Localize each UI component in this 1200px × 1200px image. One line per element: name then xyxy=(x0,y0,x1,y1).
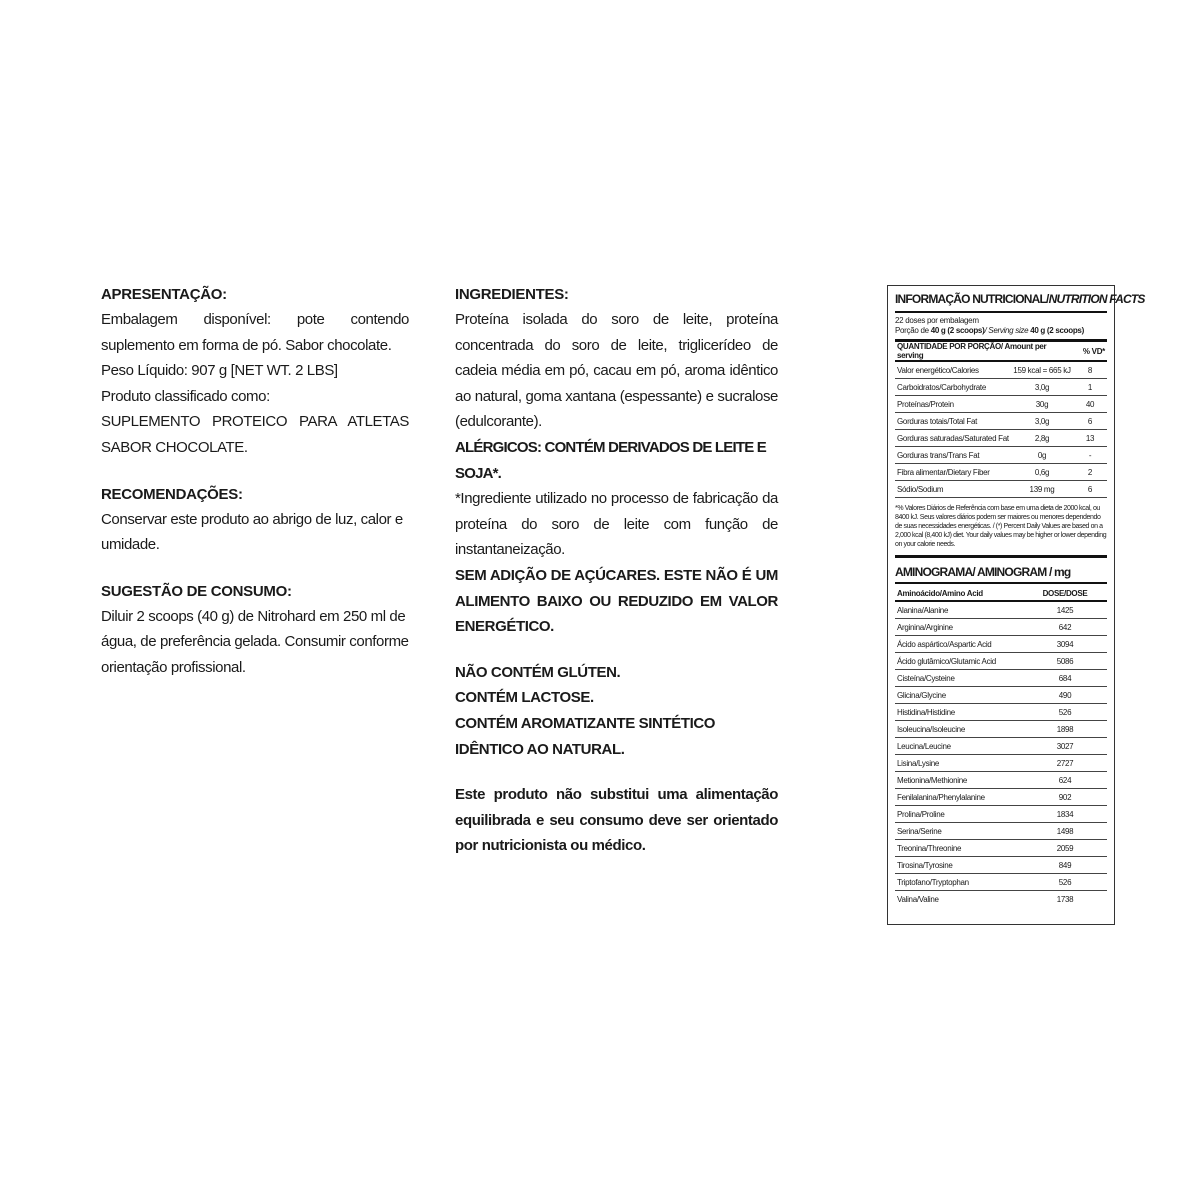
apresentacao-categoria: SUPLEMENTO PROTEICO PARA ATLETAS SABOR CHOCOLATE. xyxy=(101,413,409,456)
amino-name: Leucina/Leucine xyxy=(895,738,1023,755)
amino-dose: 849 xyxy=(1023,857,1107,874)
table-row xyxy=(895,874,1107,891)
header-vd: % VD* xyxy=(1073,341,1107,362)
amino-dose: 490 xyxy=(1023,687,1107,704)
middle-column xyxy=(455,283,778,859)
table-row xyxy=(895,379,1107,396)
amino-name: Tirosina/Tyrosine xyxy=(895,857,1023,874)
sem-acucar-text: SEM ADIÇÃO DE AÇÚCARES. ESTE NÃO É UM ALIMENTO BAIXO OU REDUZIDO EM VALOR ENERGÉTICO. xyxy=(455,566,778,636)
nutrient-label: Valor energético/Calories xyxy=(895,361,1011,379)
nutrition-title xyxy=(895,290,1145,313)
amino-dose: 1834 xyxy=(1023,806,1107,823)
amino-name: Fenilalanina/Phenylalanine xyxy=(895,789,1023,806)
amino-dose: 624 xyxy=(1023,772,1107,789)
table-row xyxy=(895,601,1107,619)
nutrient-label: Gorduras saturadas/Saturated Fat xyxy=(895,430,1011,447)
nutrient-label: Gorduras trans/Trans Fat xyxy=(895,447,1011,464)
table-row xyxy=(895,755,1107,772)
aminogram-table xyxy=(895,586,1107,907)
amino-name: Lisina/Lysine xyxy=(895,755,1023,772)
nutrition-panel xyxy=(887,285,1145,925)
amino-dose: 3027 xyxy=(1023,738,1107,755)
amino-dose: 526 xyxy=(1023,874,1107,891)
table-row xyxy=(895,464,1107,481)
nutrition-header-row xyxy=(895,341,1107,362)
recomendacoes-title: RECOMENDAÇÕES: xyxy=(101,485,243,503)
apresentacao-peso: Peso Líquido: 907 g [NET WT. 2 LBS] xyxy=(101,362,338,380)
aviso-lactose: CONTÉM LACTOSE. xyxy=(455,689,594,707)
table-row xyxy=(895,396,1107,413)
amino-dose: 526 xyxy=(1023,704,1107,721)
table-row xyxy=(895,789,1107,806)
table-row xyxy=(895,823,1107,840)
nutrient-value: 159 kcal = 665 kJ xyxy=(1011,361,1073,379)
header-qty: QUANTIDADE POR PORÇÃO/ Amount per serving xyxy=(895,341,1073,362)
nutrient-label: Proteínas/Protein xyxy=(895,396,1011,413)
table-row xyxy=(895,447,1107,464)
table-row xyxy=(895,857,1107,874)
amino-dose: 5086 xyxy=(1023,653,1107,670)
nutrient-label: Carboidratos/Carbohydrate xyxy=(895,379,1011,396)
amino-dose: 902 xyxy=(1023,789,1107,806)
aviso-gluten: NÃO CONTÉM GLÚTEN. xyxy=(455,663,621,681)
nutrient-value: 3,0g xyxy=(1011,379,1073,396)
nutrient-label: Sódio/Sodium xyxy=(895,481,1011,498)
table-row xyxy=(895,840,1107,857)
ingrediente-nota: *Ingrediente utilizado no processo de fabricação da proteína do soro de leite com função de instantaneização. xyxy=(455,490,778,559)
aminogram-col-name: Aminoácido/Amino Acid xyxy=(895,586,1023,601)
left-column xyxy=(101,283,409,681)
table-row xyxy=(895,361,1107,379)
table-row xyxy=(895,430,1107,447)
nutrient-vd: 2 xyxy=(1073,464,1107,481)
amino-dose: 684 xyxy=(1023,670,1107,687)
table-row xyxy=(895,481,1107,498)
amino-dose: 1498 xyxy=(1023,823,1107,840)
nutrient-label: Gorduras totais/Total Fat xyxy=(895,413,1011,430)
aminogram-col-dose: DOSE/DOSE xyxy=(1023,586,1107,601)
nutrient-vd: - xyxy=(1073,447,1107,464)
sugestao-text: Diluir 2 scoops (40 g) de Nitrohard em 250 ml de água, de preferência gelada. Consumir conforme orientação profissional. xyxy=(101,607,409,676)
porcao-value: 40 g (2 scoops) xyxy=(930,326,985,335)
sugestao-title: SUGESTÃO DE CONSUMO: xyxy=(101,582,292,600)
table-row xyxy=(895,891,1107,908)
amino-name: Isoleucina/Isoleucine xyxy=(895,721,1023,738)
amino-name: Prolina/Proline xyxy=(895,806,1023,823)
amino-name: Treonina/Threonine xyxy=(895,840,1023,857)
nutrient-value: 3,0g xyxy=(1011,413,1073,430)
servings-info xyxy=(895,316,1107,336)
apresentacao-title: APRESENTAÇÃO: xyxy=(101,286,227,303)
nutrient-vd: 1 xyxy=(1073,379,1107,396)
table-row xyxy=(895,687,1107,704)
doses-per-package: 22 doses por embalagem xyxy=(895,316,979,325)
amino-dose: 1738 xyxy=(1056,894,1074,904)
amino-dose: 1425 xyxy=(1023,601,1107,619)
table-row xyxy=(895,704,1107,721)
apresentacao-classificado: Produto classificado como: xyxy=(101,387,270,405)
nutrient-value: 30g xyxy=(1011,396,1073,413)
amino-name: Arginina/Arginine xyxy=(895,619,1023,636)
table-row xyxy=(895,653,1107,670)
apresentacao-embalagem: Embalagem disponível: pote contendo suplemento em forma de pó. Sabor chocolate. xyxy=(101,311,409,354)
table-row xyxy=(895,738,1107,755)
aviso-aromatizante: CONTÉM AROMATIZANTE SINTÉTICO IDÊNTICO AO NATURAL. xyxy=(455,714,716,758)
nutrient-value: 0g xyxy=(1011,447,1073,464)
amino-name: Alanina/Alanine xyxy=(895,601,1023,619)
table-row xyxy=(895,670,1107,687)
nutrition-title-en: NUTRITION FACTS xyxy=(1048,292,1145,306)
amino-dose: 3094 xyxy=(1023,636,1107,653)
amino-name: Ácido glutâmico/Glutamic Acid xyxy=(895,653,1023,670)
aminogram-header-row xyxy=(895,586,1107,601)
nutrient-vd: 8 xyxy=(1073,361,1107,379)
amino-name: Metionina/Methionine xyxy=(895,772,1023,789)
nutrient-label: Fibra alimentar/Dietary Fiber xyxy=(895,464,1011,481)
amino-dose: 2727 xyxy=(1023,755,1107,772)
serving-value: 40 g (2 scoops) xyxy=(1030,326,1084,335)
nutrition-footnote: *% Valores Diários de Referência com base em uma dieta de 2000 kcal, ou 8400 kJ. Seus valores diários podem ser maiores ou menores dependendo de suas necessidades energéticas. / (*) Percent Daily Values are based on a 2,000 kcal (8,400 kJ) diet. Your daily values may be higher or lower depending on your calorie needs. xyxy=(895,504,1107,558)
recomendacoes-text: Conservar este produto ao abrigo de luz, calor e umidade. xyxy=(101,510,403,554)
amino-name: Ácido aspártico/Aspartic Acid xyxy=(895,636,1023,653)
table-row xyxy=(895,721,1107,738)
ingredientes-text: Proteína isolada do soro de leite, proteína concentrada do soro de leite, triglicerídeo de cadeia média em pó, cacau em pó, aroma idêntico ao natural, goma xantana (espessante) e sucralose (edulcorante). xyxy=(455,311,778,431)
amino-dose: 1898 xyxy=(1023,721,1107,738)
amino-name: Cisteína/Cysteine xyxy=(895,670,1023,687)
table-row xyxy=(895,619,1107,636)
nutrient-vd: 13 xyxy=(1073,430,1107,447)
amino-dose: 642 xyxy=(1023,619,1107,636)
nutrition-table xyxy=(895,339,1107,498)
table-row xyxy=(895,636,1107,653)
nutrient-value: 139 mg xyxy=(1011,481,1073,498)
nutrition-title-pt: INFORMAÇÃO NUTRICIONAL/ xyxy=(895,292,1049,306)
disclaimer-text: Este produto não substitui uma alimentação equilibrada e seu consumo deve ser orientado por nutricionista ou médico. xyxy=(455,786,778,855)
table-row xyxy=(895,772,1107,789)
table-row xyxy=(895,413,1107,430)
porcao-prefix: Porção de xyxy=(895,326,931,335)
aminogram-title: AMINOGRAMA/ AMINOGRAM / mg xyxy=(895,564,1107,584)
nutrient-vd: 6 xyxy=(1073,413,1107,430)
serving-prefix: / Serving size xyxy=(984,326,1031,335)
amino-name: Glicina/Glycine xyxy=(895,687,1023,704)
amino-dose: 2059 xyxy=(1023,840,1107,857)
nutrient-value: 2,8g xyxy=(1011,430,1073,447)
ingredientes-title: INGREDIENTES: xyxy=(455,286,569,303)
nutrient-vd: 40 xyxy=(1073,396,1107,413)
serving-size xyxy=(895,326,1107,336)
amino-name: Valina/Valine xyxy=(897,894,939,904)
nutrient-vd: 6 xyxy=(1073,481,1107,498)
amino-name: Triptofano/Tryptophan xyxy=(895,874,1023,891)
amino-name: Serina/Serine xyxy=(895,823,1023,840)
table-row xyxy=(895,806,1107,823)
amino-name: Histidina/Histidine xyxy=(895,704,1023,721)
nutrient-value: 0,6g xyxy=(1011,464,1073,481)
alergicos-text: ALÉRGICOS: CONTÉM DERIVADOS DE LEITE E SOJA*. xyxy=(455,438,767,482)
